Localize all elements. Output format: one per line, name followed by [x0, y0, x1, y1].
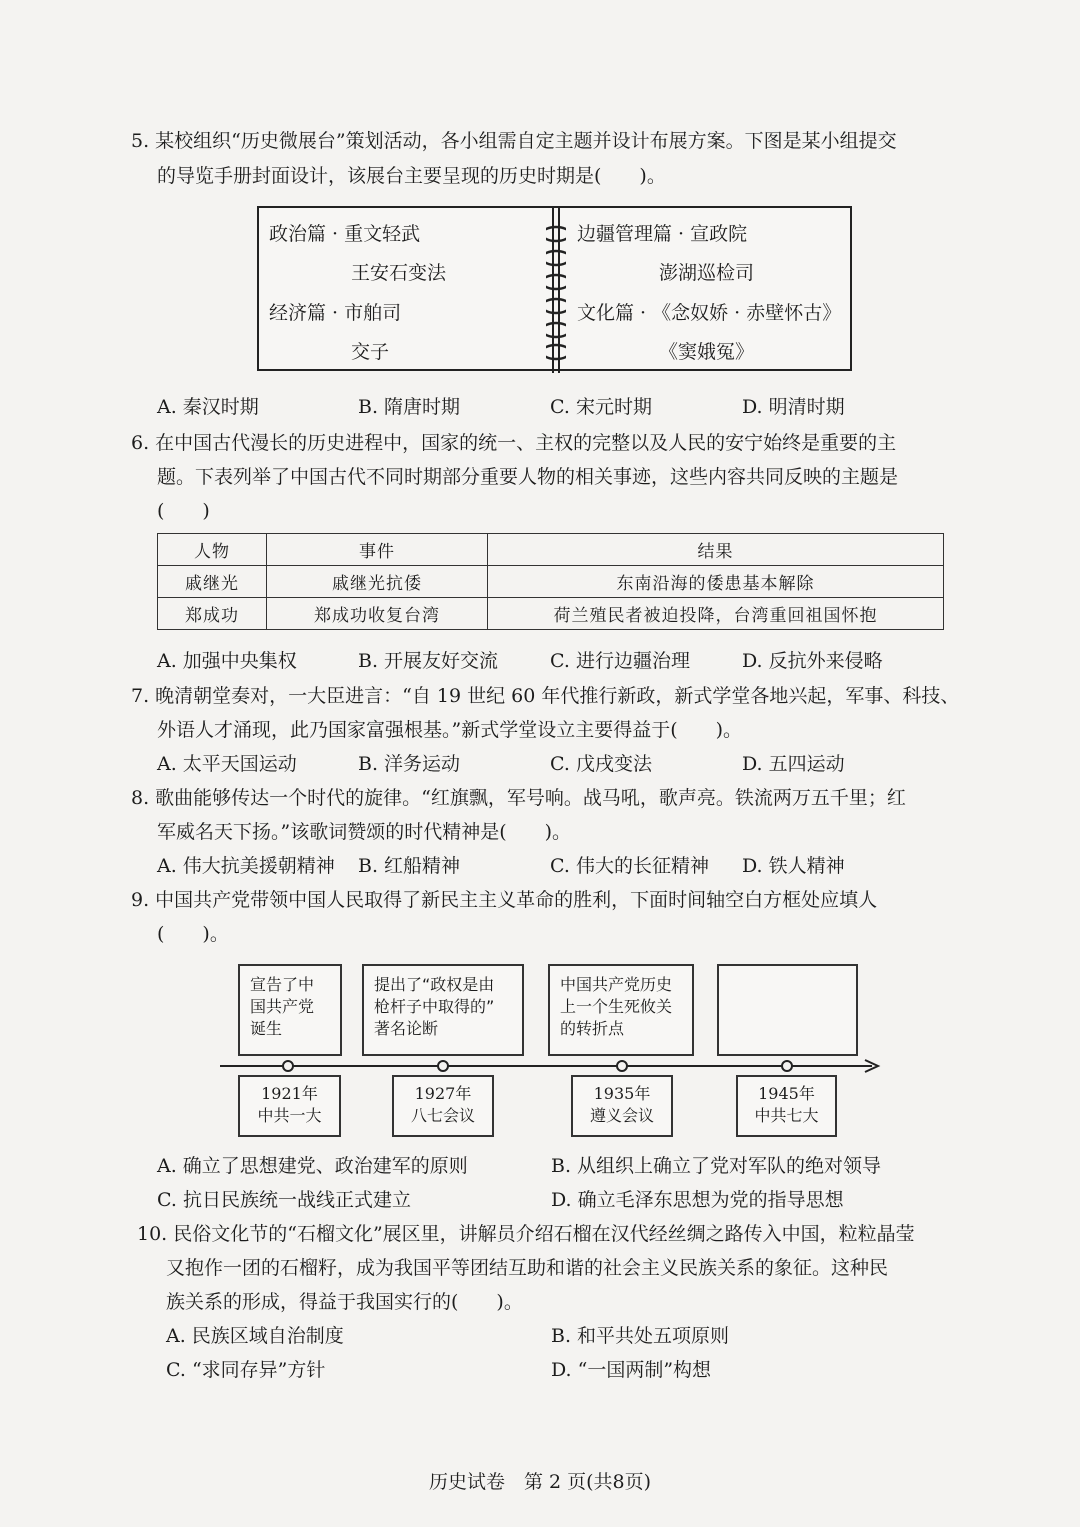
- q9-option-b: B. 从组织上确立了党对军队的绝对领导: [551, 1155, 882, 1177]
- q10-option-d: D. “一国两制”构想: [551, 1359, 712, 1381]
- table-cell: 戚继光: [158, 566, 267, 598]
- brochure-right-3: 文化篇 · 《念奴娇 · 赤壁怀古》: [577, 302, 842, 324]
- q10-option-b: B. 和平共处五项原则: [551, 1325, 730, 1347]
- q5-stem-line-1: 5. 某校组织“历史微展台”策划活动，各小组需自定主题并设计布展方案。下图是某小组提交: [131, 130, 897, 152]
- q8-option-b: B. 红船精神: [358, 855, 461, 877]
- table-header-event: 事件: [267, 534, 488, 566]
- q6-stem-line-1: 6. 在中国古代漫长的历史进程中，国家的统一、主权的完整以及人民的安宁始终是重要的主: [131, 432, 897, 454]
- table-cell: 荷兰殖民者被迫投降，台湾重回祖国怀抱: [488, 598, 944, 630]
- q6-stem-line-3: ( ): [157, 500, 210, 522]
- q10-stem-line-3: 族关系的形成，得益于我国实行的( )。: [166, 1291, 523, 1313]
- q7-option-d: D. 五四运动: [742, 753, 845, 775]
- timeline-event-1927: 提出了“政权是由 枪杆子中取得的” 著名论断: [362, 964, 524, 1056]
- q9-option-c: C. 抗日民族统一战线正式建立: [157, 1189, 411, 1211]
- q5-option-c: C. 宋元时期: [550, 396, 652, 418]
- table-header-row: [158, 534, 944, 566]
- q8-option-a: A. 伟大抗美援朝精神: [157, 855, 335, 877]
- timeline-event-1935: 中国共产党历史 上一个生死攸关 的转折点: [548, 964, 694, 1056]
- q8-option-c: C. 伟大的长征精神: [550, 855, 709, 877]
- q7-option-c: C. 戊戌变法: [550, 753, 652, 775]
- timeline-blank-box: [717, 964, 858, 1056]
- q9-stem-line-2: ( )。: [157, 923, 229, 945]
- q10-option-a: A. 民族区域自治制度: [166, 1325, 344, 1347]
- brochure-right-2: 澎湖巡检司: [659, 262, 755, 284]
- binding-rings-icon: [546, 206, 566, 373]
- table-cell: 东南沿海的倭患基本解除: [488, 566, 944, 598]
- brochure-left-4: 交子: [351, 341, 390, 363]
- q10-stem-line-2: 又抱作一团的石榴籽，成为我国平等团结互助和谐的社会主义民族关系的象征。这种民: [166, 1257, 889, 1279]
- timeline-year-1945: 1945年 中共七大: [736, 1075, 837, 1137]
- q9-stem-line-1: 9. 中国共产党带领中国人民取得了新民主主义革命的胜利，下面时间轴空白方框处应填人: [131, 889, 878, 911]
- table-header-result: 结果: [488, 534, 944, 566]
- q6-option-c: C. 进行边疆治理: [550, 650, 690, 672]
- table-cell: 戚继光抗倭: [267, 566, 488, 598]
- brochure-cover: [257, 206, 852, 371]
- q8-stem-line-2: 军威名天下扬。”该歌词赞颂的时代精神是( )。: [157, 821, 572, 843]
- q9-option-d: D. 确立毛泽东思想为党的指导思想: [551, 1189, 844, 1211]
- q8-option-d: D. 铁人精神: [742, 855, 845, 877]
- q6-table: [157, 533, 944, 630]
- q5-option-a: A. 秦汉时期: [157, 396, 259, 418]
- q7-stem-line-2: 外语人才涌现，此乃国家富强根基。”新式学堂设立主要得益于( )。: [157, 719, 743, 741]
- q6-option-d: D. 反抗外来侵略: [742, 650, 883, 672]
- table-cell: 郑成功收复台湾: [267, 598, 488, 630]
- table-header-person: 人物: [158, 534, 267, 566]
- q6-option-b: B. 开展友好交流: [358, 650, 499, 672]
- q5-option-b: B. 隋唐时期: [358, 396, 461, 418]
- q6-stem-line-2: 题。下表列举了中国古代不同时期部分重要人物的相关事迹，这些内容共同反映的主题是: [157, 466, 899, 488]
- timeline-event-1921: 宣告了中 国共产党 诞生: [238, 964, 342, 1056]
- q7-stem-line-1: 7. 晚清朝堂奏对，一大臣进言：“自 19 世纪 60 年代推行新政，新式学堂各地兴起，军事、科技、: [131, 685, 960, 707]
- brochure-left-2: 王安石变法: [351, 262, 447, 284]
- q10-option-c: C. “求同存异”方针: [166, 1359, 326, 1381]
- table-cell: 郑成功: [158, 598, 267, 630]
- brochure-right-4: 《窦娥冤》: [659, 341, 755, 363]
- q10-stem-line-1: 10. 民俗文化节的“石榴文化”展区里，讲解员介绍石榴在汉代经丝绸之路传入中国，粒粒晶莹: [137, 1223, 915, 1245]
- q9-option-a: A. 确立了思想建党、政治建军的原则: [157, 1155, 468, 1177]
- table-row: [158, 598, 944, 630]
- q6-option-a: A. 加强中央集权: [157, 650, 297, 672]
- q5-option-d: D. 明清时期: [742, 396, 845, 418]
- timeline-year-1935: 1935年 遵义会议: [571, 1075, 673, 1137]
- q8-stem-line-1: 8. 歌曲能够传达一个时代的旋律。“红旗飘，军号响。战马吼，歌声亮。铁流两万五千里；红: [131, 787, 906, 809]
- brochure-right-1: 边疆管理篇 · 宣政院: [577, 223, 748, 245]
- table-row: [158, 566, 944, 598]
- q7-option-a: A. 太平天国运动: [157, 753, 297, 775]
- timeline-axis-arrow-icon: [220, 1057, 885, 1077]
- q7-option-b: B. 洋务运动: [358, 753, 461, 775]
- q5-stem-line-2: 的导览手册封面设计，该展台主要呈现的历史时期是( )。: [157, 165, 666, 187]
- page-footer: 历史试卷 第 2 页(共8页): [428, 1471, 652, 1493]
- timeline-year-1921: 1921年 中共一大: [238, 1075, 341, 1137]
- timeline-year-1927: 1927年 八七会议: [392, 1075, 494, 1137]
- brochure-left-1: 政治篇 · 重文轻武: [269, 223, 421, 245]
- brochure-left-3: 经济篇 · 市舶司: [269, 302, 402, 324]
